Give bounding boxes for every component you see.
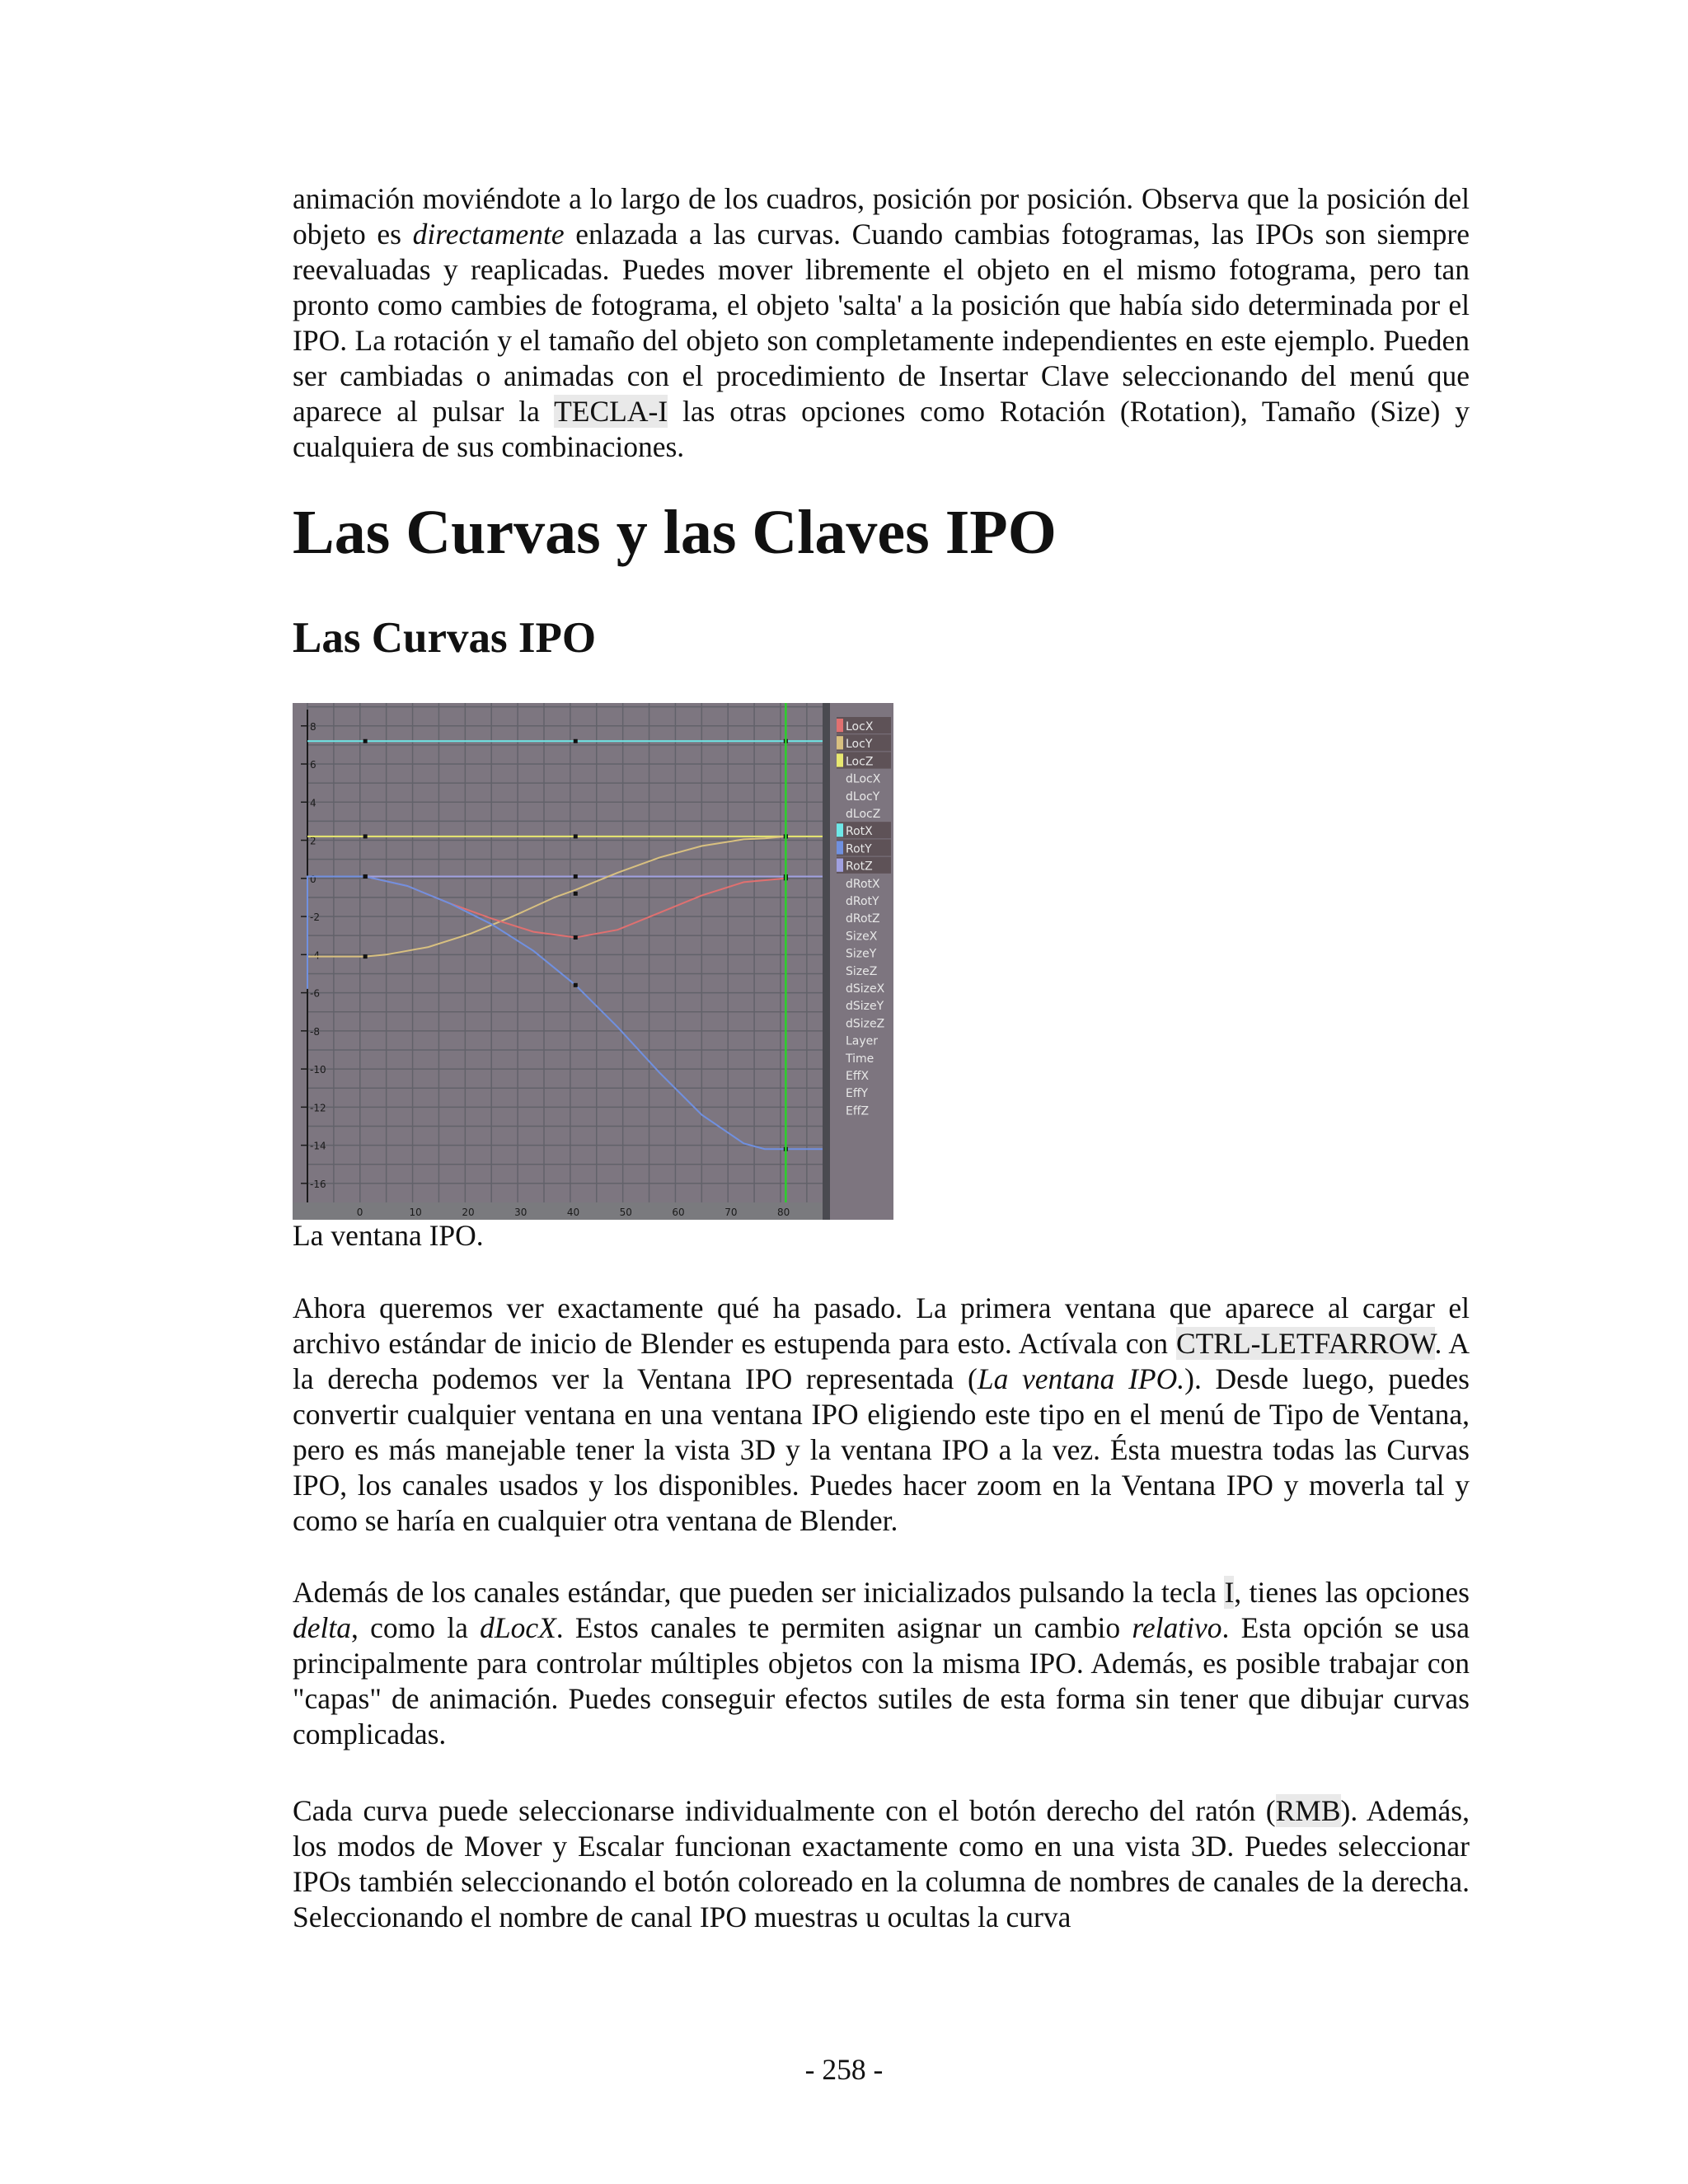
y-tick-label: -10 — [310, 1064, 326, 1076]
channel-color-swatch — [837, 719, 843, 732]
x-tick-label: 30 — [514, 1207, 528, 1218]
channel-dsizez: dSizeZ — [846, 1017, 885, 1031]
y-tick-label: -4 — [310, 949, 320, 962]
channel-drotz: dRotZ — [846, 912, 880, 926]
y-tick-label: 0 — [310, 873, 316, 885]
channel-locx: LocX — [846, 720, 874, 733]
keyframe-locy — [574, 892, 578, 896]
x-axis-ticks — [357, 1207, 790, 1218]
x-tick-label: 50 — [619, 1207, 632, 1218]
text-run: animación moviéndote a lo largo de los cuadros, posición por posición. Observa que la posición del objeto es — [293, 182, 1470, 251]
channel-effy: EffY — [846, 1087, 869, 1101]
text-run: , como la — [350, 1611, 481, 1644]
emphasis: dLocX — [480, 1611, 556, 1644]
channel-rotx: RotX — [846, 825, 873, 839]
y-tick-label: 2 — [310, 835, 316, 847]
panel-divider — [823, 703, 830, 1220]
channel-effz: EffZ — [846, 1104, 870, 1118]
keyframe-roty — [574, 983, 578, 987]
emphasis: relativo — [1132, 1611, 1222, 1644]
channel-time: Time — [846, 1052, 874, 1066]
text-run: , tienes las opciones — [1234, 1576, 1470, 1609]
paragraph-ipo-window — [293, 1291, 1470, 1539]
y-tick-label: -14 — [310, 1140, 326, 1152]
y-tick-label: 6 — [310, 759, 316, 771]
paragraph-select-curves — [293, 1793, 1470, 1935]
x-tick-label: 40 — [566, 1207, 580, 1218]
keyframe-roty — [363, 874, 368, 879]
key-ctrl-leftarrow: CTRL-LETFARROW — [1175, 1327, 1435, 1360]
y-tick-label: -16 — [310, 1178, 326, 1190]
figure-caption: La ventana IPO. — [293, 1219, 484, 1252]
keyframe-locz — [574, 834, 578, 838]
text-run: Ahora queremos ver exactamente qué ha pasado. La primera ventana que aparece al cargar el archivo estándar de inicio de Blender es estupenda para esto. Actívala con — [293, 1291, 1470, 1360]
ipo-background — [293, 703, 893, 1220]
channel-color-swatch — [837, 841, 843, 854]
keyframe-rotx — [363, 739, 368, 743]
y-tick-label: 4 — [310, 797, 316, 809]
channel-color-swatch — [837, 736, 843, 749]
ipo-window-figure — [293, 703, 893, 1220]
channel-sizez: SizeZ — [846, 964, 878, 978]
y-tick-label: -2 — [310, 912, 320, 924]
channel-dsizex: dSizeX — [846, 982, 885, 996]
subsection-heading: Las Curvas IPO — [293, 614, 597, 662]
keyframe-locx — [574, 935, 578, 940]
x-tick-label: 0 — [356, 1207, 363, 1218]
channel-color-swatch — [837, 823, 843, 837]
channel-roty: RotY — [846, 842, 872, 856]
text-run: Cada curva puede seleccionarse individualmente con el botón derecho del ratón ( — [293, 1794, 1276, 1827]
page-number: - 258 - — [804, 2053, 884, 2086]
text-run: Además de los canales estándar, que pueden ser inicializados pulsando la tecla — [293, 1576, 1225, 1609]
x-tick-label: 60 — [672, 1207, 685, 1218]
channel-layer: Layer — [846, 1034, 879, 1048]
text-run: ). Además, los modos de Mover y Escalar funcionan exactamente como en una vista 3D. Puedes seleccionar IPOs también seleccionando el botón coloreado en la columna de nombres de canales de la derecha. Seleccionando el nombre de canal IPO muestras u ocultas la curva — [293, 1794, 1470, 1933]
keyframe-locy — [363, 954, 368, 958]
channel-effx: EffX — [846, 1070, 870, 1083]
keyframe-locz — [363, 834, 368, 838]
channel-rotz: RotZ — [846, 860, 873, 874]
channel-dsizey: dSizeY — [846, 1000, 884, 1014]
text-run: . Esta opción se usa principalmente para controlar múltiples objetos con la misma IPO. Además, es posible trabajar con "capas" de animación. Puedes conseguir efectos sutiles de esta forma sin tener que dibujar curvas complicadas. — [293, 1611, 1470, 1750]
section-heading: Las Curvas y las Claves IPO — [293, 498, 1057, 567]
channel-locz: LocZ — [846, 755, 874, 769]
channel-sizex: SizeX — [846, 930, 878, 944]
text-run: . A la derecha podemos ver la Ventana IPO representada ( — [293, 1327, 1470, 1395]
channel-drotx: dRotX — [846, 877, 880, 891]
keyframe-rotz — [574, 874, 578, 879]
text-run: las otras opciones como Rotación (Rotation), Tamaño (Size) y cualquiera de sus combinaciones. — [293, 395, 1470, 463]
text-run: . Estos canales te permiten asignar un cambio — [556, 1611, 1132, 1644]
x-tick-label: 20 — [462, 1207, 475, 1218]
y-tick-label: -6 — [310, 987, 320, 1000]
channel-color-swatch — [837, 753, 843, 766]
channel-color-swatch — [837, 859, 843, 872]
y-tick-label: -12 — [310, 1102, 326, 1114]
key-tecla-i: TECLA-I — [554, 395, 668, 428]
x-tick-label: 10 — [409, 1207, 422, 1218]
paragraph-intro — [293, 181, 1470, 465]
y-tick-label: -8 — [310, 1025, 320, 1038]
emphasis: directamente — [412, 218, 565, 251]
channel-droty: dRotY — [846, 895, 879, 908]
x-tick-label: 80 — [776, 1207, 790, 1218]
channel-locy: LocY — [846, 738, 873, 752]
channel-dlocy: dLocY — [846, 790, 880, 804]
x-axis-bar — [293, 1202, 830, 1220]
key-rmb: RMB — [1275, 1794, 1341, 1827]
keyframe-rotx — [574, 739, 578, 743]
channel-dlocz: dLocZ — [846, 808, 881, 821]
emphasis: La ventana IPO. — [977, 1362, 1185, 1395]
text-run: enlazada a las curvas. Cuando cambias fotogramas, las IPOs son siempre reevaluadas y reaplicadas. Puedes mover libremente el objeto en el mismo fotograma, pero tan pronto como cambies de fotograma, el objeto 'salta' a la posición que había sido determinada por el IPO. La rotación y el tamaño del objeto son completamente independientes en este ejemplo. Pueden ser cambiadas o animadas con el procedimiento de Insertar Clave seleccionando del menú que aparece al pulsar la — [293, 218, 1470, 428]
text-run: ). Desde luego, puedes convertir cualquier ventana en una ventana IPO eligiendo este tipo en el menú de Tipo de Ventana, pero es más manejable tener la vista 3D y la ventana IPO a la vez. Ésta muestra todas las Curvas IPO, los canales usados y los disponibles. Puedes hacer zoom en la Ventana IPO y moverla tal y como se haría en cualquier otra ventana de Blender. — [293, 1362, 1470, 1537]
emphasis: delta — [293, 1611, 351, 1644]
ipo-window-image — [293, 703, 893, 1220]
key-i: I — [1224, 1576, 1235, 1609]
channel-dlocx: dLocX — [846, 772, 881, 786]
x-tick-label: 70 — [724, 1207, 738, 1218]
y-tick-label: 8 — [310, 720, 316, 733]
channel-sizey: SizeY — [846, 947, 877, 961]
paragraph-delta-channels — [293, 1575, 1470, 1752]
